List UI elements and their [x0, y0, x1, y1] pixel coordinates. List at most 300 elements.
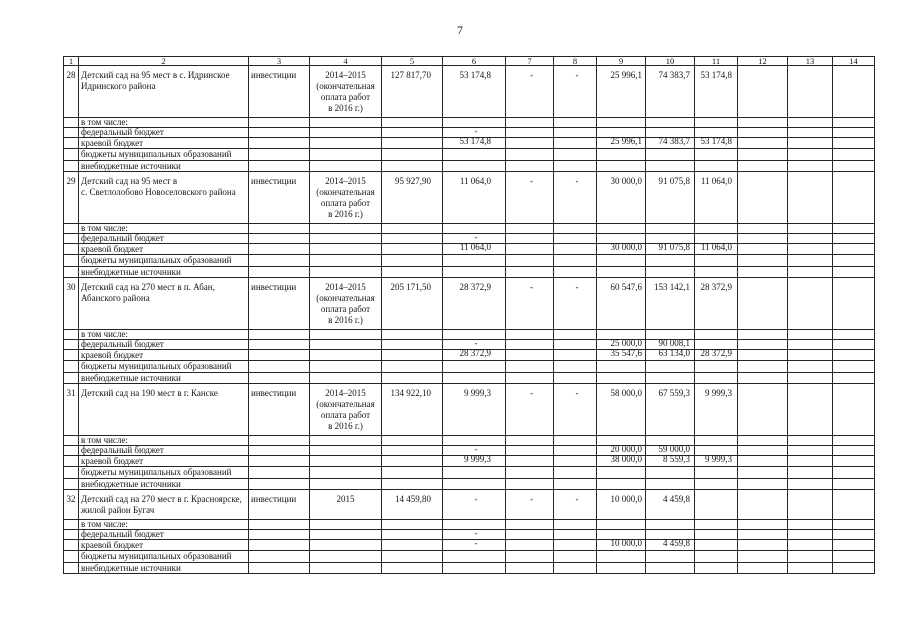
empty-cell	[249, 224, 310, 234]
amount-cell-col-10	[646, 479, 695, 490]
period-line: 2014–2015	[325, 388, 366, 398]
column-number-header: 14	[833, 57, 875, 66]
amount-cell-col-14	[833, 490, 875, 520]
empty-cell	[249, 540, 310, 551]
amount-cell-col-10: 4 459,8	[646, 540, 695, 551]
amount-cell-col-10: 59 000,0	[646, 446, 695, 456]
amount-cell-col-10	[646, 149, 695, 161]
amount-cell-col-10	[646, 267, 695, 278]
object-name-line: жилой район Бугач	[81, 505, 155, 515]
implementation-period	[310, 66, 382, 118]
amount-cell-col-12	[738, 330, 788, 340]
object-name	[79, 384, 249, 436]
period-line: 2014–2015	[325, 70, 366, 80]
amount-cell-col-11	[695, 330, 738, 340]
amount-cell-col-14	[833, 340, 875, 350]
amount-cell-col-14	[833, 278, 875, 330]
amount-cell-col-6: 9 999,3	[443, 384, 506, 436]
amount-cell-col-14	[833, 350, 875, 361]
amount-cell-col-14	[833, 436, 875, 446]
amount-cell-col-11	[695, 563, 738, 574]
amount-cell-col-9: 25 996,1	[597, 138, 646, 149]
amount-cell-col-9	[597, 224, 646, 234]
amount-cell-col-8	[554, 467, 597, 479]
empty-cell	[64, 244, 79, 255]
amount-cell-col-14	[833, 128, 875, 138]
breakdown-row	[64, 138, 875, 149]
amount-cell-col-6: -	[443, 234, 506, 244]
empty-cell	[64, 446, 79, 456]
amount-cell-col-14	[833, 138, 875, 149]
empty-cell	[249, 520, 310, 530]
amount-cell-col-9: 60 547,6	[597, 278, 646, 330]
amount-cell-col-7	[506, 540, 554, 551]
empty-cell	[64, 255, 79, 267]
amount-cell-col-12	[738, 172, 788, 224]
amount-cell-col-6	[443, 563, 506, 574]
object-name-line: Детский сад на 270 мест в г. Красноярске,	[81, 494, 242, 504]
empty-cell	[249, 138, 310, 149]
amount-cell-col-13	[788, 66, 833, 118]
amount-cell-col-13	[788, 255, 833, 267]
empty-cell	[310, 479, 382, 490]
amount-cell-col-12	[738, 384, 788, 436]
amount-cell-col-13	[788, 330, 833, 340]
amount-cell-col-10	[646, 520, 695, 530]
implementation-period	[310, 384, 382, 436]
amount-cell-col-9	[597, 361, 646, 373]
amount-cell-col-8	[554, 330, 597, 340]
row-number: 30	[64, 278, 79, 330]
amount-cell-col-9: 35 547,6	[597, 350, 646, 361]
amount-cell-col-5	[382, 128, 443, 138]
amount-cell-col-5: 205 171,50	[382, 278, 443, 330]
breakdown-label: краевой бюджет	[79, 350, 249, 361]
breakdown-row	[64, 118, 875, 128]
amount-cell-col-6: -	[443, 446, 506, 456]
amount-cell-col-11: 28 372,9	[695, 350, 738, 361]
amount-cell-col-14	[833, 172, 875, 224]
period-line: (окончательная	[316, 399, 375, 409]
row-number: 32	[64, 490, 79, 520]
amount-cell-col-5	[382, 520, 443, 530]
row-number: 31	[64, 384, 79, 436]
object-name-line: Абанского района	[81, 293, 150, 303]
breakdown-row	[64, 149, 875, 161]
empty-cell	[310, 520, 382, 530]
amount-cell-col-7	[506, 138, 554, 149]
amount-cell-col-14	[833, 551, 875, 563]
breakdown-label: краевой бюджет	[79, 138, 249, 149]
amount-cell-col-9: 25 000,0	[597, 340, 646, 350]
amount-cell-col-11	[695, 520, 738, 530]
implementation-period	[310, 278, 382, 330]
empty-cell	[249, 128, 310, 138]
amount-cell-col-11	[695, 118, 738, 128]
empty-cell	[249, 244, 310, 255]
amount-cell-col-14	[833, 234, 875, 244]
column-number-header: 7	[506, 57, 554, 66]
column-number-header: 11	[695, 57, 738, 66]
breakdown-label: внебюджетные источники	[79, 267, 249, 278]
project-row	[64, 278, 875, 330]
amount-cell-col-13	[788, 267, 833, 278]
breakdown-label: бюджеты муниципальных образований	[79, 361, 249, 373]
amount-cell-col-12	[738, 540, 788, 551]
empty-cell	[310, 330, 382, 340]
amount-cell-col-8	[554, 373, 597, 384]
amount-cell-col-7	[506, 128, 554, 138]
amount-cell-col-11	[695, 540, 738, 551]
amount-cell-col-9	[597, 479, 646, 490]
amount-cell-col-7	[506, 330, 554, 340]
amount-cell-col-5: 95 927,90	[382, 172, 443, 224]
empty-cell	[64, 224, 79, 234]
empty-cell	[310, 456, 382, 467]
empty-cell	[64, 128, 79, 138]
amount-cell-col-8	[554, 255, 597, 267]
amount-cell-col-9	[597, 267, 646, 278]
empty-cell	[310, 118, 382, 128]
amount-cell-col-13	[788, 118, 833, 128]
amount-cell-col-14	[833, 467, 875, 479]
amount-cell-col-5	[382, 436, 443, 446]
amount-cell-col-5	[382, 234, 443, 244]
amount-cell-col-7	[506, 224, 554, 234]
amount-cell-col-5	[382, 161, 443, 172]
amount-cell-col-12	[738, 278, 788, 330]
breakdown-row	[64, 520, 875, 530]
amount-cell-col-9	[597, 118, 646, 128]
amount-cell-col-8	[554, 118, 597, 128]
amount-cell-col-6: -	[443, 340, 506, 350]
amount-cell-col-10	[646, 255, 695, 267]
amount-cell-col-10	[646, 361, 695, 373]
amount-cell-col-7	[506, 340, 554, 350]
amount-cell-col-13	[788, 340, 833, 350]
amount-cell-col-11	[695, 436, 738, 446]
object-name-line: Детский сад на 95 мест в с. Идринское	[81, 70, 230, 80]
amount-cell-col-6	[443, 479, 506, 490]
object-name-line: Детский сад на 95 мест в	[81, 176, 178, 186]
amount-cell-col-8	[554, 446, 597, 456]
breakdown-label: краевой бюджет	[79, 244, 249, 255]
amount-cell-col-8	[554, 161, 597, 172]
object-name-line: с. Светлолобово Новоселовского района	[81, 187, 236, 197]
amount-cell-col-13	[788, 161, 833, 172]
amount-cell-col-14	[833, 66, 875, 118]
breakdown-label: федеральный бюджет	[79, 340, 249, 350]
empty-cell	[64, 479, 79, 490]
amount-cell-col-8	[554, 234, 597, 244]
amount-cell-col-7	[506, 456, 554, 467]
amount-cell-col-11: 9 999,3	[695, 384, 738, 436]
amount-cell-col-5	[382, 138, 443, 149]
empty-cell	[310, 161, 382, 172]
project-row	[64, 66, 875, 118]
amount-cell-col-14	[833, 520, 875, 530]
amount-cell-col-14	[833, 224, 875, 234]
amount-cell-col-10: 4 459,8	[646, 490, 695, 520]
table-body	[64, 66, 875, 574]
amount-cell-col-11	[695, 267, 738, 278]
amount-cell-col-6	[443, 436, 506, 446]
amount-cell-col-14	[833, 149, 875, 161]
amount-cell-col-5	[382, 361, 443, 373]
amount-cell-col-6	[443, 224, 506, 234]
page-number: 7	[457, 23, 463, 37]
amount-cell-col-11	[695, 361, 738, 373]
empty-cell	[249, 456, 310, 467]
breakdown-label: внебюджетные источники	[79, 161, 249, 172]
amount-cell-col-9: 30 000,0	[597, 172, 646, 224]
amount-cell-col-7: -	[506, 172, 554, 224]
empty-cell	[310, 373, 382, 384]
amount-cell-col-9	[597, 149, 646, 161]
project-row	[64, 172, 875, 224]
amount-cell-col-7	[506, 563, 554, 574]
amount-cell-col-11: 11 064,0	[695, 244, 738, 255]
amount-cell-col-9: 38 000,0	[597, 456, 646, 467]
amount-cell-col-14	[833, 456, 875, 467]
amount-cell-col-7	[506, 446, 554, 456]
empty-cell	[64, 118, 79, 128]
empty-cell	[64, 551, 79, 563]
breakdown-row	[64, 563, 875, 574]
amount-cell-col-13	[788, 244, 833, 255]
amount-cell-col-9	[597, 467, 646, 479]
empty-cell	[249, 340, 310, 350]
amount-cell-col-8	[554, 138, 597, 149]
period-line: 2014–2015	[325, 176, 366, 186]
amount-cell-col-11	[695, 149, 738, 161]
amount-cell-col-9: 10 000,0	[597, 540, 646, 551]
object-name-line: Идринского района	[81, 81, 156, 91]
amount-cell-col-11	[695, 530, 738, 540]
column-number-header: 2	[79, 57, 249, 66]
amount-cell-col-9	[597, 373, 646, 384]
amount-cell-col-8	[554, 540, 597, 551]
empty-cell	[249, 255, 310, 267]
amount-cell-col-6	[443, 520, 506, 530]
breakdown-row	[64, 161, 875, 172]
amount-cell-col-13	[788, 361, 833, 373]
funding-table	[63, 56, 875, 574]
amount-cell-col-7	[506, 479, 554, 490]
period-line: в 2016 г.)	[328, 103, 363, 113]
empty-cell	[249, 373, 310, 384]
empty-cell	[249, 118, 310, 128]
empty-cell	[64, 138, 79, 149]
amount-cell-col-8	[554, 340, 597, 350]
amount-cell-col-5	[382, 350, 443, 361]
amount-cell-col-7	[506, 530, 554, 540]
amount-cell-col-10: 153 142,1	[646, 278, 695, 330]
amount-cell-col-7	[506, 267, 554, 278]
amount-cell-col-6: 28 372,9	[443, 278, 506, 330]
amount-cell-col-8: -	[554, 172, 597, 224]
empty-cell	[249, 234, 310, 244]
empty-cell	[310, 446, 382, 456]
amount-cell-col-6: -	[443, 540, 506, 551]
amount-cell-col-12	[738, 436, 788, 446]
amount-cell-col-9: 30 000,0	[597, 244, 646, 255]
amount-cell-col-11	[695, 161, 738, 172]
amount-cell-col-6: -	[443, 128, 506, 138]
empty-cell	[64, 267, 79, 278]
amount-cell-col-6: 11 064,0	[443, 244, 506, 255]
amount-cell-col-7	[506, 255, 554, 267]
object-name	[79, 172, 249, 224]
empty-cell	[64, 350, 79, 361]
amount-cell-col-13	[788, 350, 833, 361]
amount-cell-col-10: 8 559,3	[646, 456, 695, 467]
project-row	[64, 490, 875, 520]
amount-cell-col-10: 74 383,7	[646, 66, 695, 118]
financing-type: инвестиции	[249, 66, 310, 118]
amount-cell-col-14	[833, 118, 875, 128]
empty-cell	[310, 350, 382, 361]
amount-cell-col-6	[443, 118, 506, 128]
amount-cell-col-6	[443, 161, 506, 172]
period-line: в 2016 г.)	[328, 315, 363, 325]
amount-cell-col-13	[788, 373, 833, 384]
breakdown-label: федеральный бюджет	[79, 530, 249, 540]
amount-cell-col-12	[738, 66, 788, 118]
amount-cell-col-14	[833, 255, 875, 267]
amount-cell-col-6	[443, 467, 506, 479]
amount-cell-col-10	[646, 118, 695, 128]
empty-cell	[249, 161, 310, 172]
amount-cell-col-13	[788, 234, 833, 244]
amount-cell-col-10	[646, 563, 695, 574]
amount-cell-col-8	[554, 350, 597, 361]
amount-cell-col-5	[382, 479, 443, 490]
amount-cell-col-14	[833, 446, 875, 456]
amount-cell-col-6	[443, 361, 506, 373]
empty-cell	[249, 563, 310, 574]
amount-cell-col-12	[738, 224, 788, 234]
period-line: в 2016 г.)	[328, 209, 363, 219]
amount-cell-col-8	[554, 436, 597, 446]
amount-cell-col-8	[554, 551, 597, 563]
breakdown-row	[64, 436, 875, 446]
amount-cell-col-9	[597, 520, 646, 530]
breakdown-row	[64, 267, 875, 278]
empty-cell	[249, 149, 310, 161]
empty-cell	[64, 520, 79, 530]
breakdown-row	[64, 530, 875, 540]
amount-cell-col-12	[738, 446, 788, 456]
amount-cell-col-11: 28 372,9	[695, 278, 738, 330]
amount-cell-col-12	[738, 128, 788, 138]
period-line: оплата работ	[320, 304, 371, 314]
implementation-period	[310, 490, 382, 520]
financing-type: инвестиции	[249, 172, 310, 224]
amount-cell-col-6: -	[443, 490, 506, 520]
amount-cell-col-8: -	[554, 278, 597, 330]
amount-cell-col-13	[788, 551, 833, 563]
period-line: оплата работ	[320, 198, 371, 208]
financing-type: инвестиции	[249, 490, 310, 520]
amount-cell-col-14	[833, 267, 875, 278]
amount-cell-col-7: -	[506, 66, 554, 118]
empty-cell	[64, 361, 79, 373]
amount-cell-col-9	[597, 551, 646, 563]
amount-cell-col-10: 67 559,3	[646, 384, 695, 436]
amount-cell-col-13	[788, 384, 833, 436]
empty-cell	[310, 467, 382, 479]
amount-cell-col-5	[382, 540, 443, 551]
amount-cell-col-12	[738, 340, 788, 350]
empty-cell	[64, 530, 79, 540]
amount-cell-col-12	[738, 350, 788, 361]
empty-cell	[64, 436, 79, 446]
implementation-period	[310, 172, 382, 224]
object-name	[79, 278, 249, 330]
empty-cell	[310, 149, 382, 161]
amount-cell-col-7	[506, 149, 554, 161]
breakdown-label: в том числе:	[79, 330, 249, 340]
column-number-header: 12	[738, 57, 788, 66]
period-line: (окончательная	[316, 187, 375, 197]
amount-cell-col-7	[506, 520, 554, 530]
amount-cell-col-8	[554, 530, 597, 540]
amount-cell-col-6	[443, 255, 506, 267]
amount-cell-col-14	[833, 161, 875, 172]
amount-cell-col-12	[738, 456, 788, 467]
amount-cell-col-8	[554, 361, 597, 373]
amount-cell-col-11	[695, 551, 738, 563]
empty-cell	[249, 267, 310, 278]
breakdown-row	[64, 244, 875, 255]
column-number-header: 5	[382, 57, 443, 66]
amount-cell-col-6: -	[443, 530, 506, 540]
amount-cell-col-10: 90 008,1	[646, 340, 695, 350]
amount-cell-col-8: -	[554, 490, 597, 520]
breakdown-label: внебюджетные источники	[79, 373, 249, 384]
breakdown-row	[64, 224, 875, 234]
column-number-header: 9	[597, 57, 646, 66]
breakdown-row	[64, 373, 875, 384]
amount-cell-col-6	[443, 330, 506, 340]
amount-cell-col-13	[788, 128, 833, 138]
amount-cell-col-10: 91 075,8	[646, 244, 695, 255]
amount-cell-col-8: -	[554, 66, 597, 118]
amount-cell-col-5	[382, 551, 443, 563]
column-number-header: 8	[554, 57, 597, 66]
amount-cell-col-8	[554, 563, 597, 574]
empty-cell	[310, 224, 382, 234]
amount-cell-col-5	[382, 330, 443, 340]
breakdown-label: в том числе:	[79, 520, 249, 530]
amount-cell-col-13	[788, 530, 833, 540]
amount-cell-col-7: -	[506, 384, 554, 436]
breakdown-label: федеральный бюджет	[79, 128, 249, 138]
amount-cell-col-11	[695, 224, 738, 234]
amount-cell-col-7	[506, 436, 554, 446]
period-line: оплата работ	[320, 410, 371, 420]
amount-cell-col-11	[695, 373, 738, 384]
amount-cell-col-7	[506, 161, 554, 172]
breakdown-row	[64, 361, 875, 373]
column-number-header: 13	[788, 57, 833, 66]
empty-cell	[310, 530, 382, 540]
column-number-header: 10	[646, 57, 695, 66]
amount-cell-col-13	[788, 149, 833, 161]
amount-cell-col-12	[738, 551, 788, 563]
empty-cell	[64, 340, 79, 350]
